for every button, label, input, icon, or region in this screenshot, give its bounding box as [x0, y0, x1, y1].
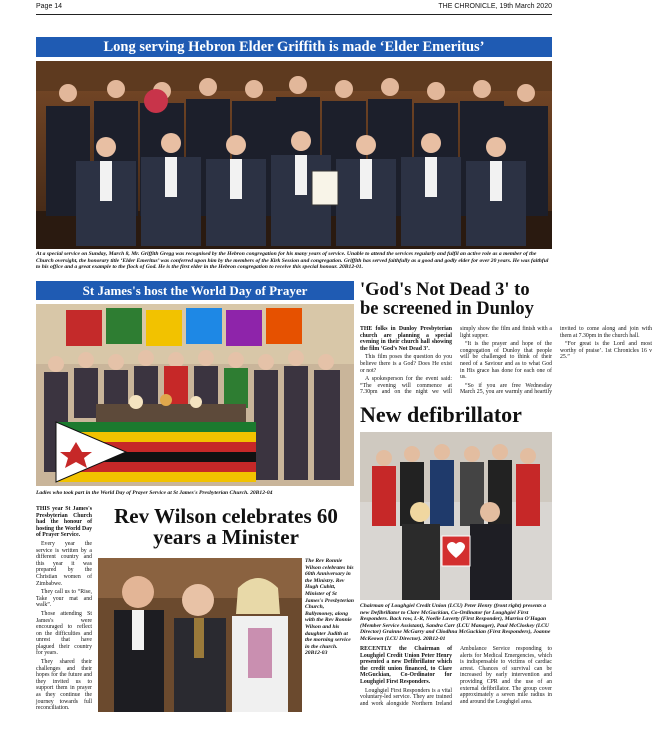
article1-banner: Long serving Hebron Elder Griffith is made ‘Elder Emeritus’	[36, 37, 552, 57]
article2-para-5: They shared their challenges and their hopes for the future and they invited us to support them in prayer as they continue the journey towards full reconciliation.	[36, 659, 92, 712]
article2-banner: St James's host the World Day of Prayer	[36, 281, 354, 300]
defibrillator-photo	[360, 432, 552, 600]
article2-para-3: They call us to “Rise, Take your mat and walk”.	[36, 589, 92, 609]
masthead: THE CHRONICLE, 19th March 2020	[438, 3, 552, 10]
article2-para-1: THIS year St James's Presbyterian Church had the honour of hosting the World Day of Prayer Service.	[36, 506, 92, 539]
header-rule	[36, 14, 552, 15]
article2-para-2: Every year the service is written by a different country and this year it was prepared by the Christian women of Zimbabwe.	[36, 540, 92, 587]
article2-body	[36, 506, 92, 712]
article3-para-3: A spokesperson for the event said: “The evening will commence at 7.30pm and on the night we will simply show the film and finish with a light supper.	[360, 326, 552, 396]
article3-headline: 'God's Not Dead 3' to be screened in Dunloy	[360, 280, 534, 319]
article5-headline: New defibrillator	[360, 402, 522, 427]
article1-caption: At a special service on Sunday, March 8, Mr. Griffith Gregg was recognised by the Hebron congregation for his many years of service. Unable to attend the services regularly and fulfil an active role as a member of the Church oversight, the honorary title ‘Elder Emeritus’ was conferred upon him by the members of the Kirk Session and congregation. Griffith has served faithfully as a good and godly elder for over 20 years. He was faithful to his office and a great example to the flock of God. He is the first elder in the Hebron congregation to receive this special honour. 20B12-01.	[36, 251, 549, 271]
article3-para-5: “So if you are free Wednesday March 25, you are warmly and heartily invited to come along and join with them at 7.30pm in the church hall.	[460, 326, 652, 396]
rev-wilson-photo	[98, 558, 302, 712]
article2-caption: Ladies who took part in the World Day of Prayer Service at St James's Presbyterian Church. 20B12-04	[36, 490, 273, 496]
group-photo-hebron	[36, 61, 552, 249]
article4-headline: Rev Wilson celebrates 60 years a Minister	[114, 504, 338, 549]
article5-para-1: RECENTLY the Chairman of Loughgiel Credit Union Peter Henry presented a new Defibrillator which the credit union financed, to Clare McGuckian, Co-Ordinator for Loughgiel First Responders.	[360, 646, 452, 685]
page-number: Page 14	[36, 3, 63, 10]
world-day-of-prayer-photo	[36, 304, 354, 486]
article4-caption: The Rev Ronnie Wilson celebrates his 60th Anniversary in the Ministry. Rev Hugh Cubitt, Minister of St James's Presbyterian Church, Ballymoney, along with the Rev Ronnie Wilson and his daughter Judith at the morning service in the church. 20B12-03	[305, 558, 354, 657]
article3-para-6: “For great is the Lord and most worthy of praise’. 1st Chronicles 16 v 25.”	[560, 341, 652, 361]
article5-caption: Chairman of Loughgiel Credit Union (LCU) Peter Henry (front right) presents a new Defibrillator to Clare McGuckian, Co-Ordinator for Loughgiel First Responders. Back row, L-R, Noelle Laverty (First Responder), Marrisa O'Hagan (Member Service Assistant), Sandra Carr (LCU Manager), Paul McCloskey (LCU Director) Grainne McGarry and Cliodhna McGuckian (First Responders), Joanne McKeown (LCU Director). 20B12-01	[360, 603, 551, 642]
article3-para-1: THE folks in Dunloy Presbyterian church are planning a special evening in their church hall showing the film ‘God’s Not Dead 3’.	[360, 326, 452, 352]
article3-para-4: “It is the prayer and hope of the congregation of Dunloy that people will be challenged to think of their need of a Saviour and as to what God in His grace has done for each one of us.	[460, 341, 552, 381]
article5-body	[360, 646, 552, 712]
article3-body	[360, 326, 652, 402]
article2-para-4: Those attending St James's were encouraged to reflect on the difficulties and unrest that have plagued their country for years.	[36, 610, 92, 657]
article5-para-2: Loughgiel First Responders is a vital voluntary-led service. They are trained and work alongside Northern Ireland Ambulance Service responding to alerts for Medical Emergencies, which is indispensable to victims of cardiac arrest. Chances of survival can be increased by early intervention and providing CPR and the use of an external defibrillator. The group cover approximately a seven mile radius in and around the Loughgiel area.	[360, 646, 552, 707]
page-header	[36, 3, 552, 13]
article3-para-2: This film poses the question do you believe there is a God? Does He exist or not?	[360, 354, 452, 374]
